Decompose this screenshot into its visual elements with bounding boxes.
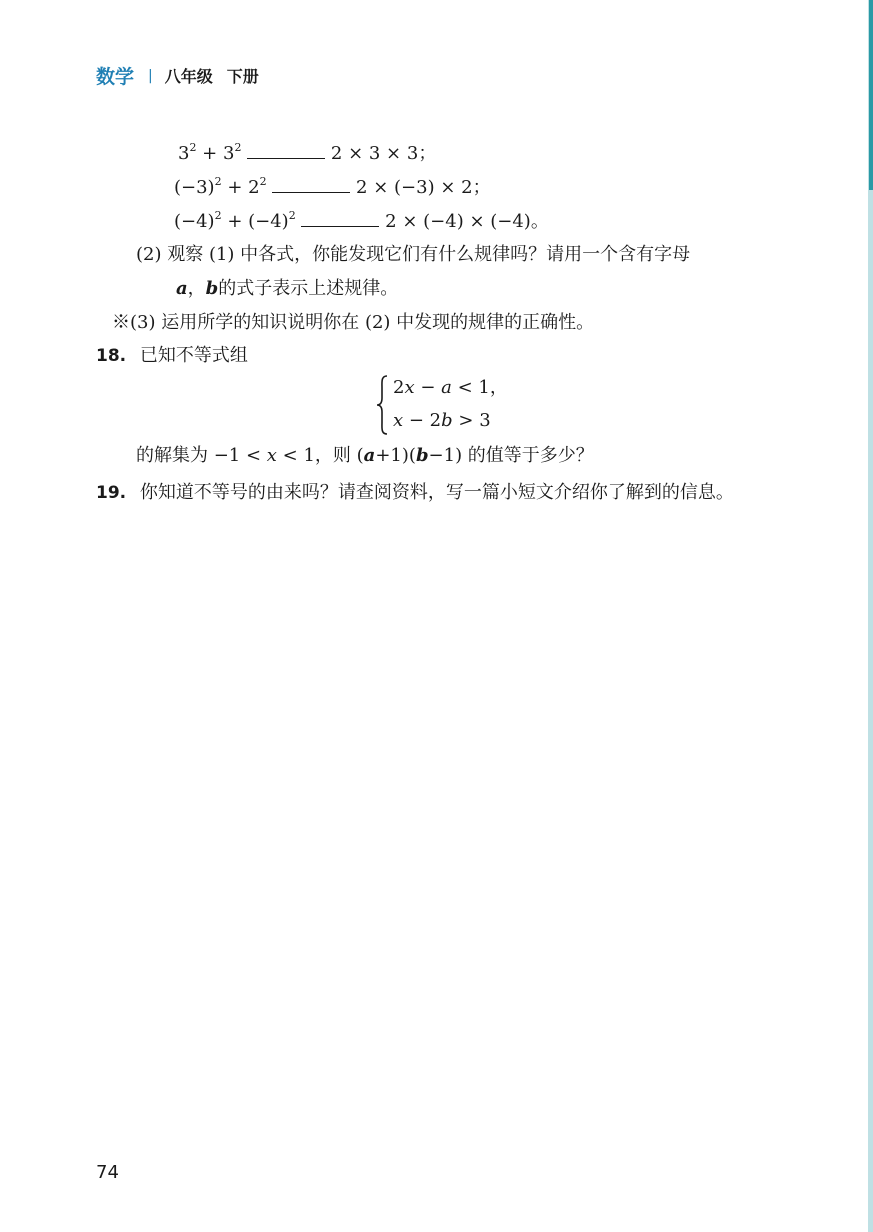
row1-var-x: x [404, 377, 415, 398]
page-edge-accent [869, 0, 873, 190]
tail-part-2: < 1，则 ( [276, 445, 364, 466]
eq2-exp2: 2 [259, 175, 267, 188]
system-row-2 [393, 409, 491, 433]
eq1-exp2: 2 [234, 141, 242, 154]
row1-rhs: < 1， [451, 377, 508, 398]
question-18-heading [96, 344, 248, 368]
row2-var-x: x [393, 410, 404, 431]
var-b: b [205, 278, 219, 299]
eq1-rhs: 2 × 3 × 3； [330, 143, 437, 164]
tail-var-x: x [266, 445, 277, 466]
question-19-text: 你知道不等号的由来吗？请查阅资料，写一篇小短文介绍你了解到的信息。 [139, 482, 734, 503]
eq3-term2: + (−4) [221, 211, 289, 232]
q2-comma: ， [187, 278, 206, 299]
tail-part-1: 的解集为 −1 < [136, 445, 267, 466]
system-row-1 [393, 376, 508, 400]
eq3-exp1: 2 [214, 209, 222, 222]
eq3-rhs: 2 × (−4) × (−4)。 [385, 211, 549, 232]
question-2-line-1: (2) 观察 (1) 中各式，你能发现它们有什么规律吗？请用一个含有字母 [136, 244, 691, 265]
eq1-term2: + 3 [196, 143, 235, 164]
var-a: a [176, 278, 188, 299]
eq1-term1: 3 [178, 143, 190, 164]
question-3 [112, 311, 594, 335]
row2-rhs: > 3 [452, 410, 491, 431]
row2-var-b: b [441, 410, 453, 431]
system-brace [375, 374, 389, 436]
answer-blank-1[interactable] [247, 142, 325, 159]
header-subject: 数学 [96, 66, 135, 88]
answer-blank-2[interactable] [272, 176, 350, 193]
eq3-exp2: 2 [288, 209, 296, 222]
eq3-term1: (−4) [174, 211, 215, 232]
row1-coef: 2 [393, 377, 405, 398]
tail-var-a: a [363, 445, 376, 466]
row2-minus: − 2 [403, 410, 442, 431]
eq2-term2: + 2 [221, 177, 260, 198]
optional-mark: ※ [112, 312, 130, 333]
equation-line-3 [174, 210, 549, 234]
answer-blank-3[interactable] [301, 210, 379, 227]
header-separator: | [148, 67, 153, 84]
eq2-term1: (−3) [174, 177, 215, 198]
question-18-number: 18. [96, 346, 127, 366]
question-19-number: 19. [96, 483, 127, 503]
running-header [96, 62, 259, 89]
row1-var-a: a [441, 377, 452, 398]
tail-part-4: −1) 的值等于多少？ [428, 445, 594, 466]
equation-line-1 [178, 142, 436, 166]
question-19 [96, 481, 734, 505]
tail-part-3: +1)( [375, 445, 416, 466]
header-volume: 下册 [226, 67, 259, 86]
question-18-intro: 已知不等式组 [139, 345, 248, 366]
question-18-tail [136, 444, 594, 468]
tail-var-b: b [415, 445, 429, 466]
eq1-exp1: 2 [189, 141, 197, 154]
question-3-text: (3) 运用所学的知识说明你在 (2) 中发现的规律的正确性。 [130, 312, 595, 333]
eq2-exp1: 2 [214, 175, 222, 188]
header-grade: 八年级 [164, 67, 213, 86]
eq2-rhs: 2 × (−3) × 2； [356, 177, 491, 198]
question-2-line-2 [176, 277, 398, 301]
q2-line2-text: 的式子表示上述规律。 [218, 278, 399, 299]
page-number: 74 [96, 1162, 119, 1183]
row1-minus: − [414, 377, 442, 398]
equation-line-2 [174, 176, 491, 200]
